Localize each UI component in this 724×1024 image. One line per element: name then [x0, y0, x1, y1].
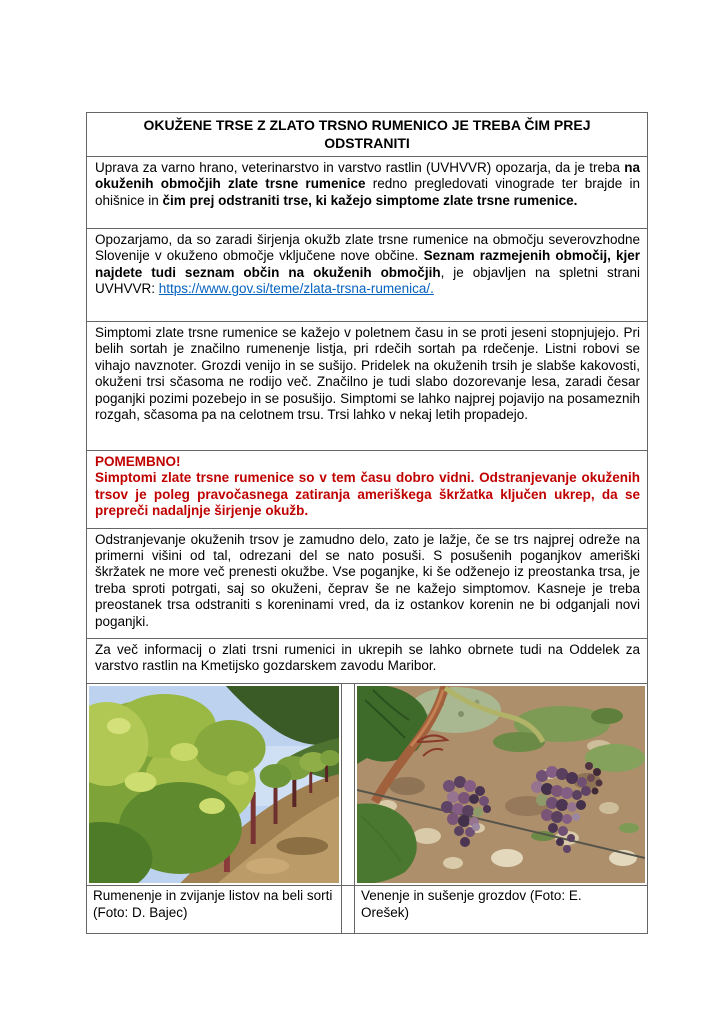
- photo-right-grapes: [357, 686, 645, 883]
- photo-cell-right: [354, 683, 648, 886]
- text-segment: čim prej odstraniti trse, ki kažejo simptome zlate trsne rumenice.: [162, 192, 578, 208]
- important-heading: POMEMBNO!: [95, 454, 181, 469]
- caption-right: [354, 885, 648, 934]
- photo-cell-left: [86, 683, 342, 886]
- important-body: Simptomi zlate trsne rumenice so v tem času dobro vidni. Odstranjevanje okuženih trsov je poleg pravočasnega zatiranja ameriškega škržatka ključen ukrep, da se prepreči nadaljnje širjenje okužb.: [95, 470, 640, 519]
- photo-row: [86, 683, 648, 886]
- text-segment: Uprava za varno hrano, veterinarstvo in varstvo rastlin (UVHVVR) opozarja, da je treba: [95, 160, 625, 175]
- document-title: OKUŽENE TRSE Z ZLATO TRSNO RUMENICO JE TREBA ČIM PREJ ODSTRANITI: [86, 112, 648, 157]
- photo-left-vineyard: [89, 686, 339, 883]
- caption-spacer: [341, 885, 355, 934]
- paragraph-intro: [86, 156, 648, 229]
- paragraph-symptoms: Simptomi zlate trsne rumenice se kažejo v poletnem času in se proti jeseni stopnjujejo. Pri belih sortah je značilno rumenenje listja, pri rdečih sortah pa rdečenje. Listni robovi se vihajo navznoter. Grozdi venijo in se sušijo. Pridelek na okuženih trsih je slabše kakovosti, okuženi trsi sčasoma ne rodijo več. Značilno je tudi slabo dozorevanje lesa, zaradi česar poganjki pozimi pozebejo in se posušijo. Simptomi se lahko najprej pojavijo na posameznih rozgah, sčasoma pa na celotnem trsu. Trsi lahko v nekaj letih propadejo.: [86, 321, 648, 451]
- text-segment: Seznam razmejenih območij, kjer najdete tudi seznam občin na okuženih območjih: [95, 248, 640, 280]
- uvhvvr-link[interactable]: https://www.gov.si/teme/zlata-trsna-rumenica/.: [158, 281, 434, 297]
- important-notice: [86, 450, 648, 529]
- caption-left-text: Rumenenje in zvijanje listov na beli sorti (Foto: D. Bajec): [93, 888, 333, 920]
- paragraph-contact: Za več informacij o zlati trsni rumenici in ukrepih se lahko obrnete tudi na Oddelek za varstvo rastlin na Kmetijsko gozdarskem zavodu Maribor.: [86, 638, 648, 684]
- paragraph-areas: [86, 228, 648, 322]
- paragraph-removal: Odstranjevanje okuženih trsov je zamudno delo, zato je lažje, če se trs najprej odreže na primerni višini od tal, odrezani del se nato posuši. S posušenih poganjkov ameriški škržatek ne more več prenesti okužbe. Vse poganjke, ki še odženejo iz preostanka trsa, je treba sproti potrgati, saj so okuženi, čeprav še ne kažejo simptomov. Kasneje je treba preostanek trsa odstraniti s koreninami vred, da iz ostankov korenin ne bi odganjali novi poganjki.: [86, 528, 648, 639]
- notice-document: [86, 113, 648, 934]
- caption-left: [86, 885, 342, 934]
- text-segment: Opozarjamo, da so zaradi širjenja okužb zlate trsne rumenice na območju severovzhodne Slovenije v okuženo območje vključene nove občine.: [95, 232, 640, 264]
- text-segment: na okuženih območjih zlate trsne rumenice: [95, 160, 640, 192]
- text-segment: , je objavljen na spletni strani UVHVVR:: [95, 264, 640, 297]
- text-segment: redno pregledovati vinograde ter brajde in ohišnice in: [95, 176, 640, 208]
- caption-row: [86, 885, 648, 934]
- caption-right-text: Venenje in sušenje grozdov (Foto: E. Orešek): [361, 888, 582, 920]
- photo-spacer: [341, 683, 355, 886]
